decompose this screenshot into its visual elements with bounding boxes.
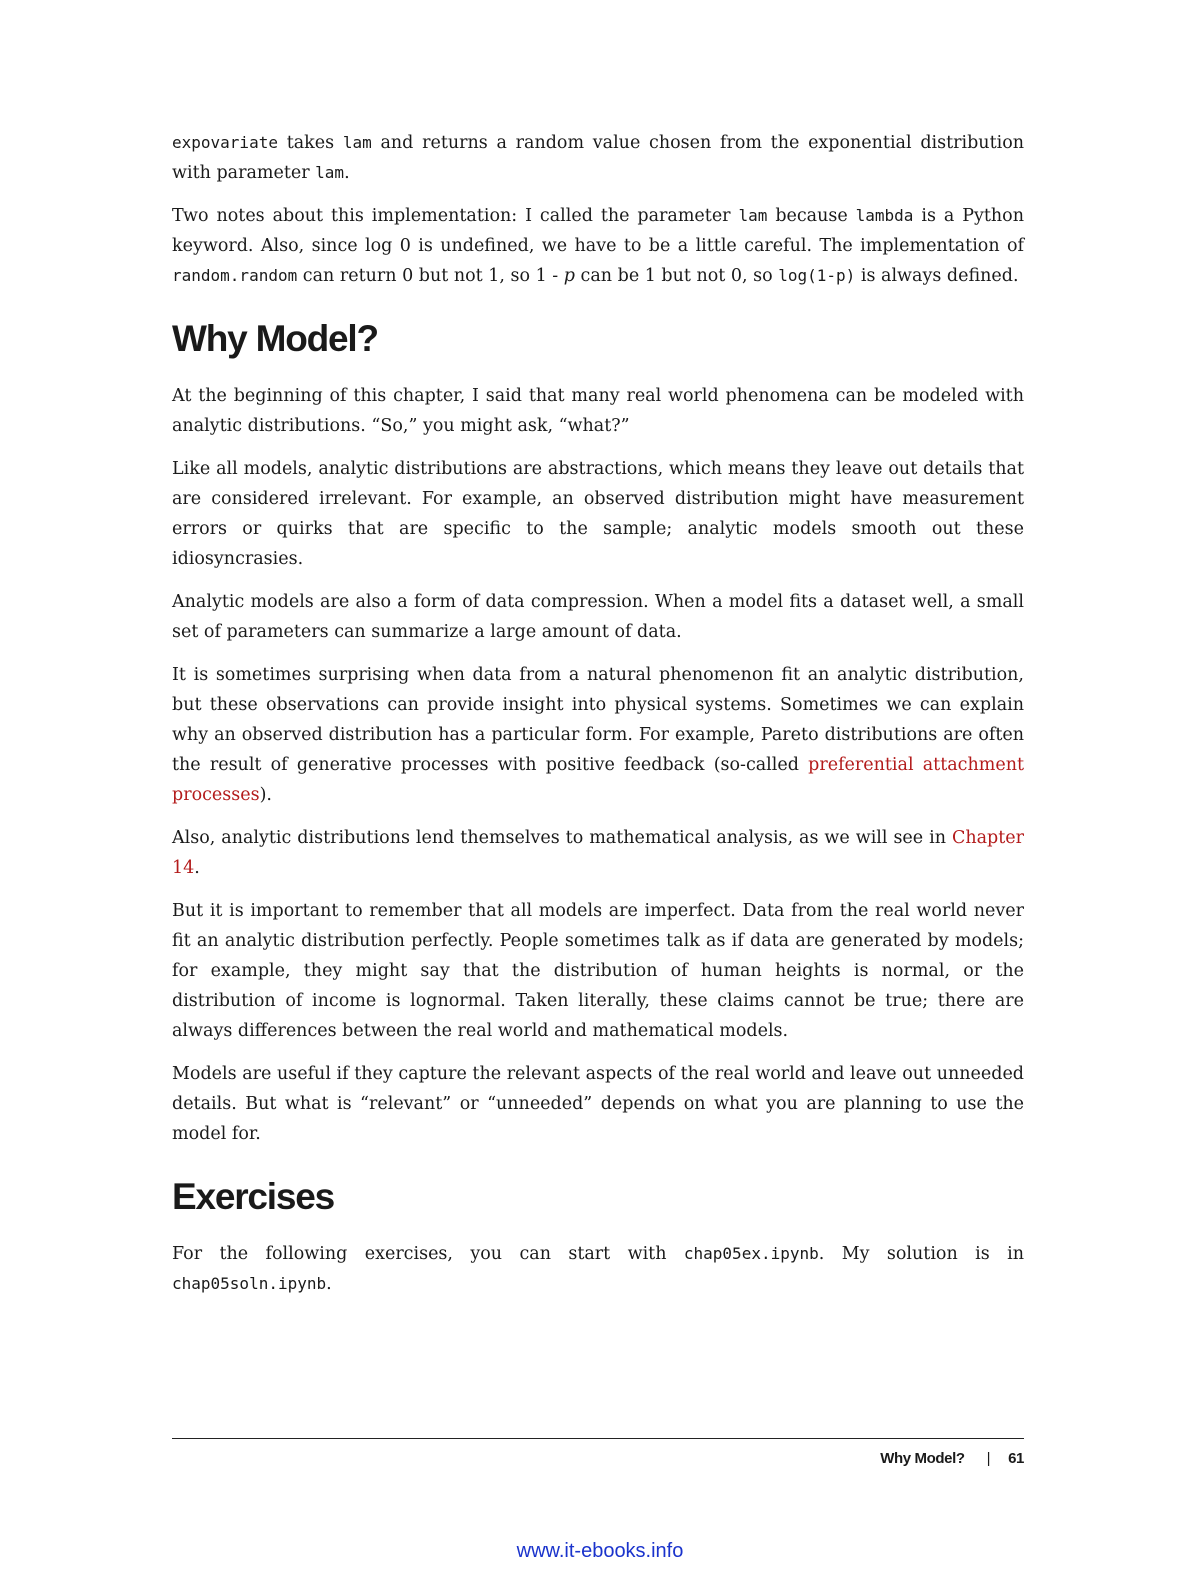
link-preferential-attachment[interactable]: preferential attachment processes: [172, 755, 1024, 805]
heading-exercises: Exercises: [172, 1176, 335, 1217]
paragraph-exercises: [172, 1239, 1024, 1299]
page-footer: [880, 1450, 1024, 1467]
paragraph-why-model-4: [172, 660, 1024, 810]
code-chap05soln: chap05soln.ipynb: [172, 1274, 327, 1293]
paragraph-why-model-1: At the beginning of this chapter, I said that many real world phenomena can be modeled with analytic distributions. “So,” you might ask, “what?”: [172, 386, 1024, 436]
code-random-random: random.random: [172, 266, 298, 285]
text: Also, analytic distributions lend themselves to mathematical analysis, as we will see in: [172, 828, 952, 848]
paragraph-why-model-7: Models are useful if they capture the relevant aspects of the real world and leave out unneeded details. But what is “relevant” or “unneeded” depends on what you are planning to use the model for.: [172, 1064, 1024, 1144]
watermark-link[interactable]: www.it-ebooks.info: [516, 1540, 684, 1562]
text: .: [344, 163, 350, 183]
text: is a Python keyword. Also, since log 0 is undefined, we have to be a little careful. The implementation of: [172, 206, 1024, 256]
paragraph-why-model-6: But it is important to remember that all models are imperfect. Data from the real world never fit an analytic distribution perfectly. People sometimes talk as if data are generated by models; for example, they might say that the distribution of human heights is normal, or the distribution of income is lognormal. Taken literally, these claims cannot be true; there are always differences between the real world and mathematical models.: [172, 901, 1024, 1041]
paragraph-expovariate: [172, 128, 1024, 188]
code-lam: lam: [738, 206, 768, 225]
link-chapter-14[interactable]: Chapter 14: [172, 828, 1024, 878]
text: For the following exercises, you can start with: [172, 1244, 684, 1264]
footer-rule: [172, 1438, 1024, 1439]
paragraph-why-model-5: [172, 823, 1024, 883]
text: It is sometimes surprising when data from a natural phenomenon fit an analytic distribution, but these observations can provide insight into physical systems. Sometimes we can explain why an observed distribution has a particular form. For example, Pareto distributions are often the result of generative processes with positive feedback (so-called: [172, 665, 1024, 775]
text: and returns a random value chosen from the exponential distribution with parameter: [172, 133, 1024, 183]
text: can return 0 but not 1, so 1 -: [297, 266, 564, 286]
text: Two notes about this implementation: I called the parameter: [172, 206, 739, 226]
text: ).: [259, 785, 272, 805]
text: . My solution is in: [818, 1244, 1024, 1264]
code-lambda: lambda: [855, 206, 914, 225]
text: is always defined.: [855, 266, 1019, 286]
page-content: [172, 128, 1024, 1312]
code-expovariate: expovariate: [172, 133, 278, 152]
math-p: p: [563, 266, 575, 286]
text: because: [767, 206, 856, 226]
code-log: log(1-p): [778, 266, 856, 285]
paragraph-implementation-notes: [172, 201, 1024, 291]
code-chap05ex: chap05ex.ipynb: [683, 1244, 819, 1263]
code-lam: lam: [342, 133, 372, 152]
heading-why-model: Why Model?: [172, 318, 378, 359]
code-lam: lam: [315, 163, 345, 182]
text: takes: [277, 133, 343, 153]
text: .: [194, 858, 200, 878]
text: can be 1 but not 0, so: [574, 266, 779, 286]
footer-separator: |: [986, 1450, 991, 1467]
page-number: 61: [1008, 1450, 1024, 1467]
paragraph-why-model-2: Like all models, analytic distributions are abstractions, which means they leave out details that are considered irrelevant. For example, an observed distribution might have measurement errors or quirks that are specific to the sample; analytic models smooth out these idiosyncrasies.: [172, 459, 1024, 569]
paragraph-why-model-3: Analytic models are also a form of data compression. When a model fits a dataset well, a small set of parameters can summarize a large amount of data.: [172, 592, 1024, 642]
footer-section-title: Why Model?: [880, 1450, 965, 1467]
text: .: [326, 1274, 332, 1294]
